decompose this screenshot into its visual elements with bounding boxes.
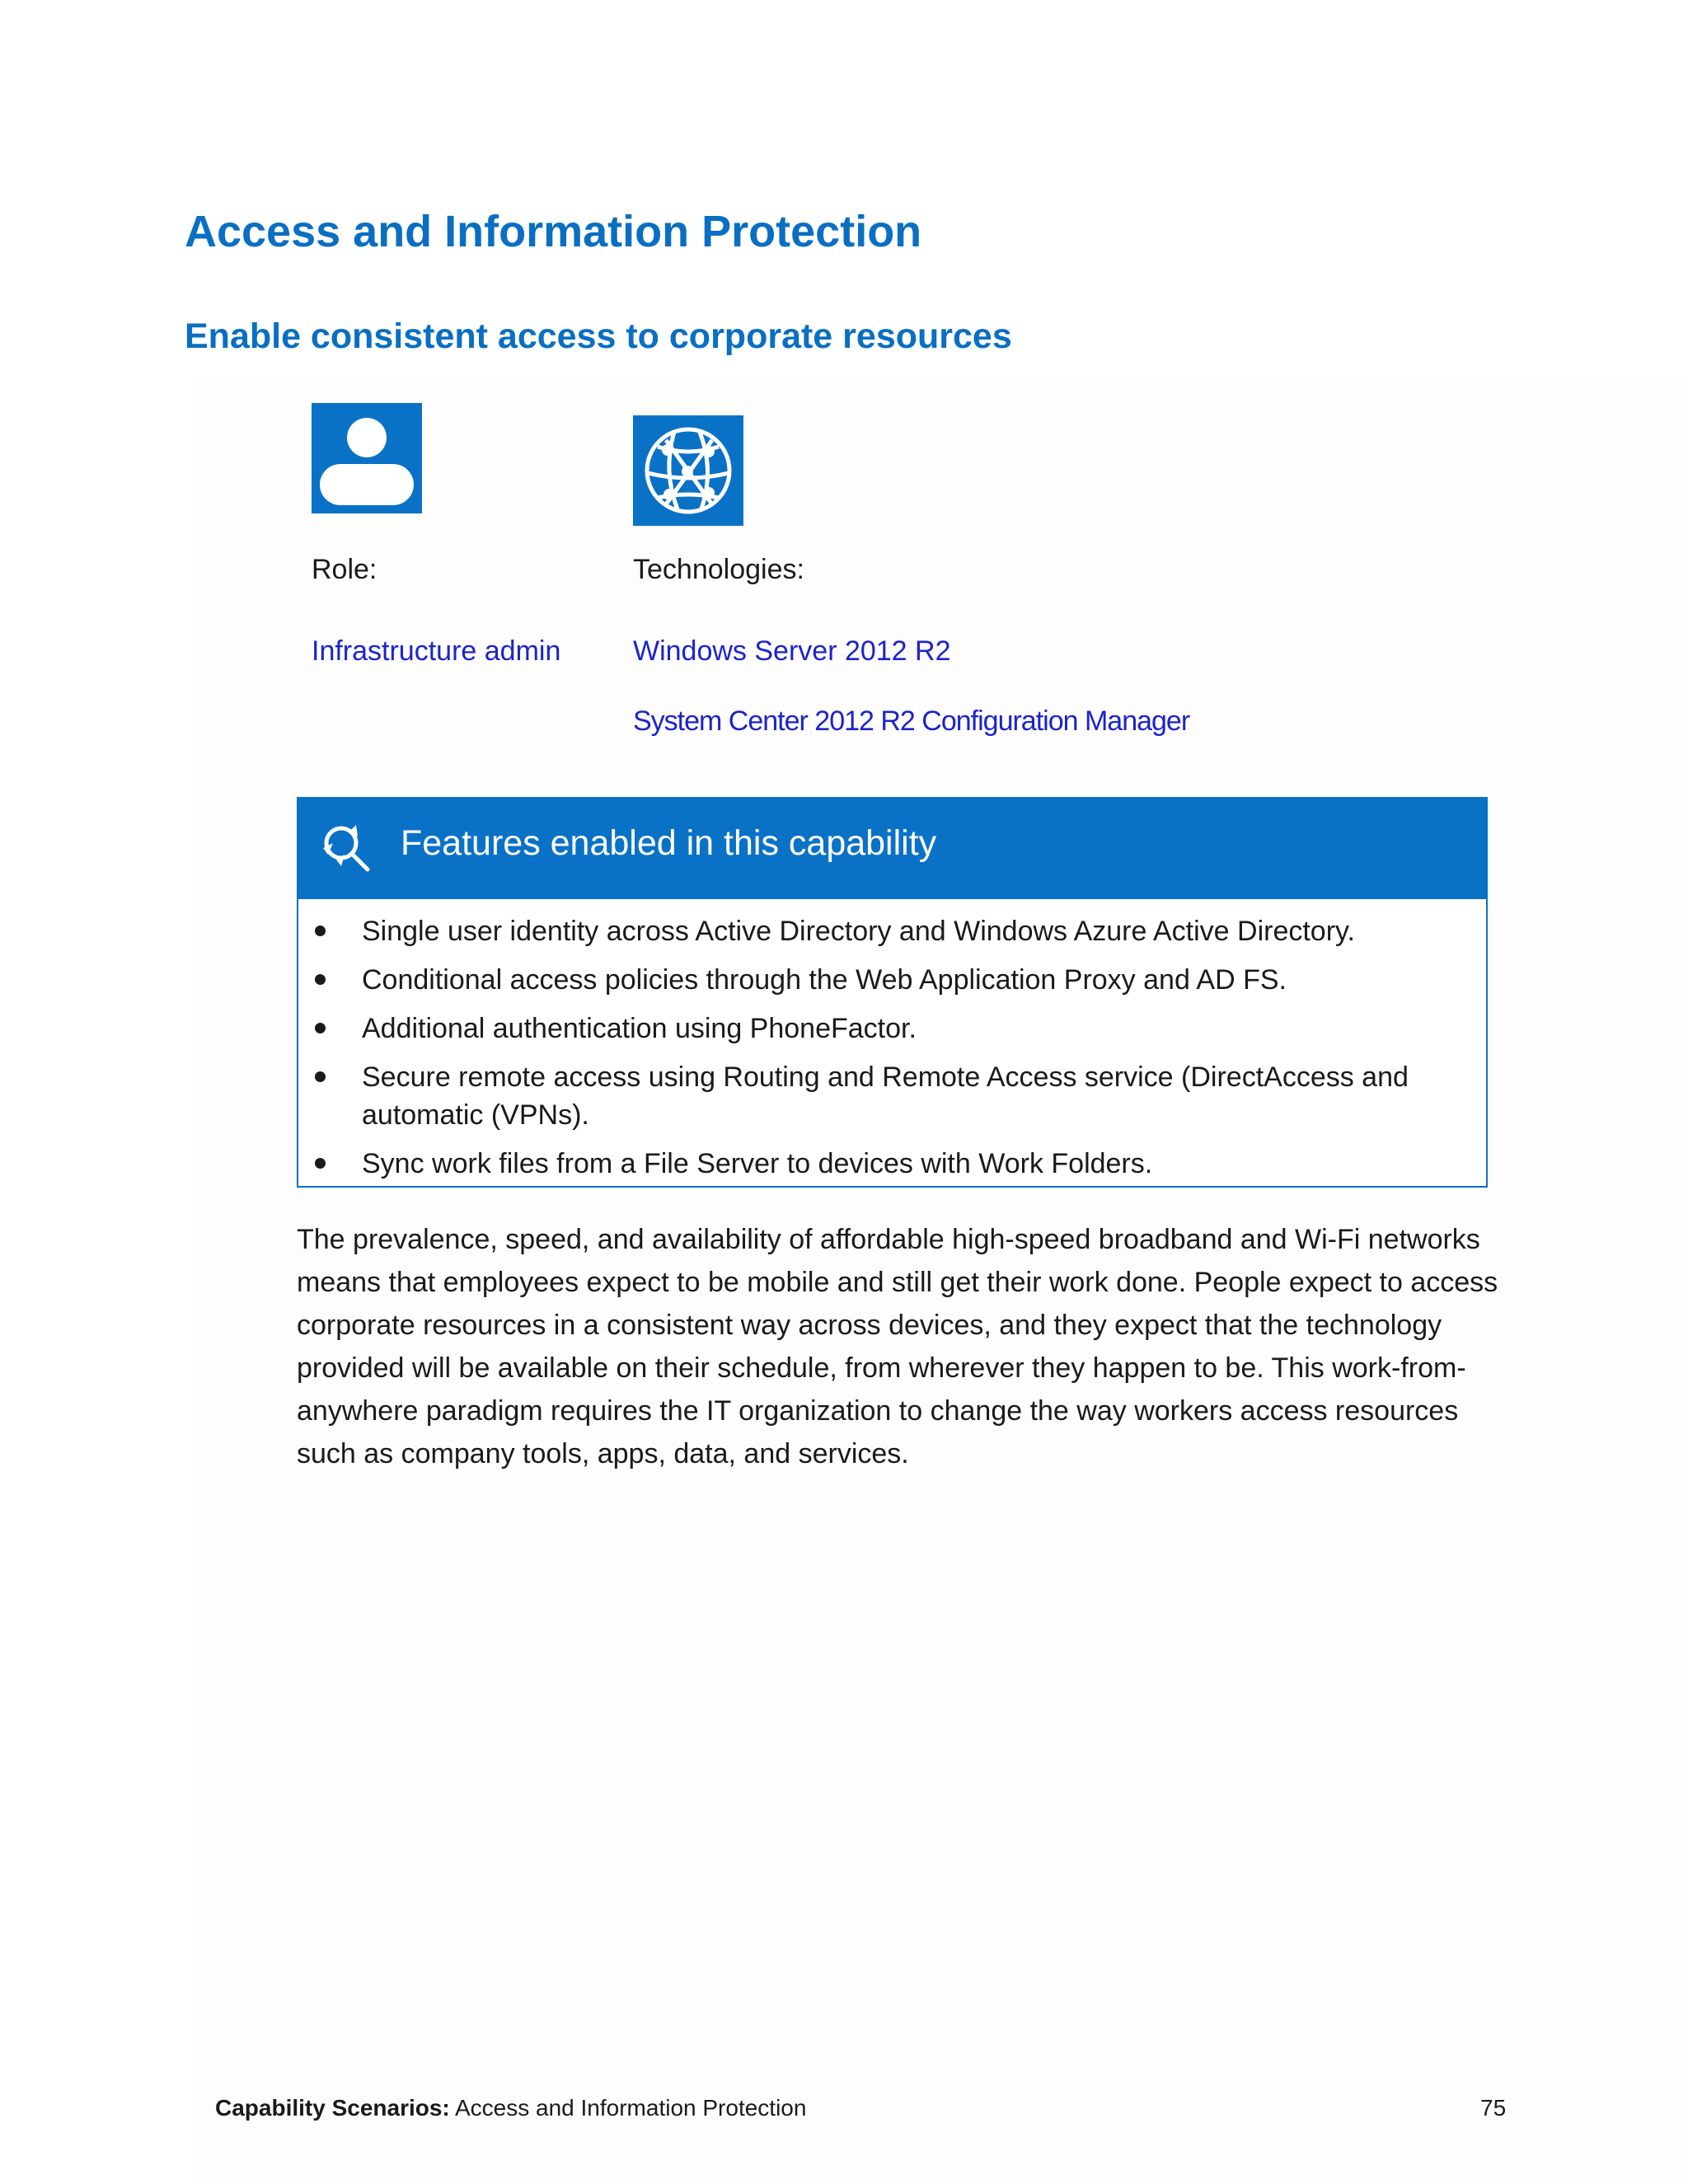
- bullet-icon: [315, 1071, 326, 1082]
- feature-text: Single user identity across Active Directory and Windows Azure Active Directory.: [362, 916, 1355, 947]
- list-item: [298, 912, 1486, 950]
- list-item: [298, 1058, 1486, 1134]
- page-number: 75: [1480, 2095, 1507, 2121]
- role-link-infrastructure-admin[interactable]: Infrastructure admin: [312, 635, 561, 667]
- body-paragraph: The prevalence, speed, and availability of affordable high-speed broadband and Wi-Fi networks means that employees expect to be mobile and still get their work done. People expect to access corporate resources in a consistent way across devices, and they expect that the technology provided will be available on their schedule, from wherever they happen to be. This work-from-anywhere paradigm requires the IT organization to change the way workers access resources such as company tools, apps, data, and services.: [297, 1224, 1498, 1469]
- globe-network-icon: [633, 415, 743, 526]
- bullet-icon: [315, 1158, 326, 1169]
- features-panel: [297, 797, 1488, 1188]
- feature-text: Sync work files from a File Server to devices with Work Folders.: [362, 1148, 1153, 1179]
- feature-text: Conditional access policies through the Web Application Proxy and AD FS.: [362, 964, 1287, 996]
- feature-text: Additional authentication using PhoneFactor.: [362, 1013, 917, 1044]
- page-footer: [215, 2095, 806, 2121]
- technologies-label: Technologies:: [633, 554, 804, 585]
- list-item: [298, 1010, 1486, 1047]
- bullet-icon: [315, 1023, 326, 1033]
- bullet-icon: [315, 974, 326, 985]
- bullet-icon: [315, 926, 326, 936]
- footer-section-title: Access and Information Protection: [455, 2095, 807, 2121]
- role-label: Role:: [312, 554, 377, 585]
- list-item: [298, 1145, 1486, 1183]
- technology-link-windows-server[interactable]: Windows Server 2012 R2: [633, 635, 951, 667]
- footer-section-label: Capability Scenarios:: [215, 2095, 450, 2121]
- technology-link-system-center[interactable]: System Center 2012 R2 Configuration Manager: [633, 705, 1190, 737]
- user-icon: [312, 403, 422, 513]
- magnifier-icon: [316, 818, 376, 878]
- section-subtitle: Enable consistent access to corporate resources: [185, 316, 1012, 356]
- features-title: Features enabled in this capability: [401, 823, 937, 863]
- features-header: [298, 799, 1486, 899]
- feature-text: Secure remote access using Routing and Remote Access service (DirectAccess and automatic (VPNs).: [362, 1062, 1409, 1131]
- features-list: [298, 912, 1486, 1193]
- list-item: [298, 961, 1486, 999]
- page-title: Access and Information Protection: [185, 207, 922, 256]
